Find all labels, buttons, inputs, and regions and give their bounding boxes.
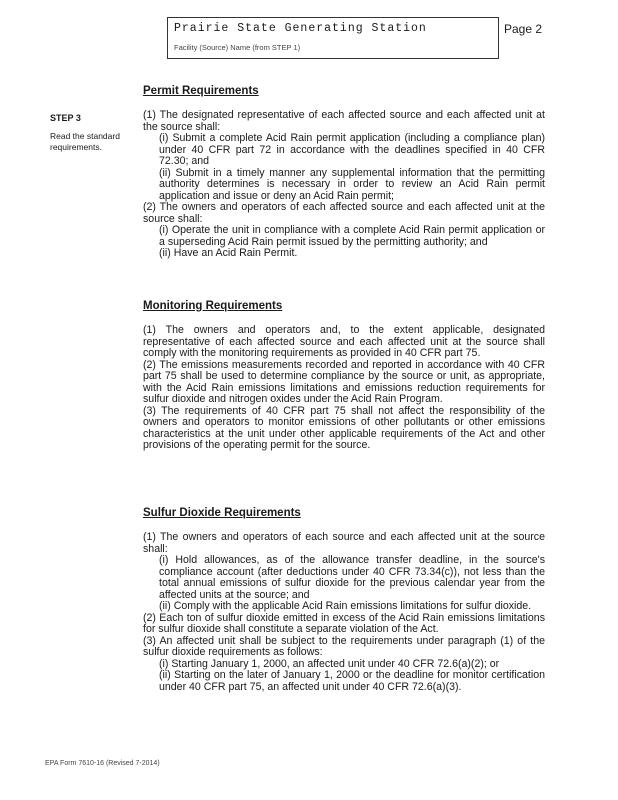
sulfur-dioxide-requirements-body [143,532,545,693]
paragraph: (ii) Comply with the applicable Acid Rain emissions limitations for sulfur dioxide. [159,600,532,612]
paragraph: (i) Operate the unit in compliance with a complete Acid Rain permit application or a superseding Acid Rain permit issued by the permitting authority; and [159,224,545,248]
paragraph: (2) Each ton of sulfur dioxide emitted in excess of the Acid Rain emissions limitations for sulfur dioxide shall constitute a separate violation of the Act. [143,611,545,635]
paragraph: (i) Submit a complete Acid Rain permit application (including a compliance plan) under 40 CFR part 72 in accordance with the deadlines specified in 40 CFR 72.30; and [159,132,545,167]
step-label: STEP 3 [50,113,81,123]
paragraph: (ii) Starting on the later of January 1, 2000 or the deadline for monitor certification under 40 CFR part 75, an affected unit under 40 CFR 72.6(a)(3). [159,669,545,693]
permit-requirements-title: Permit Requirements [143,85,259,97]
facility-name: Prairie State Generating Station [174,22,427,35]
form-footer: EPA Form 7610-16 (Revised 7-2014) [45,760,160,767]
page-number: Page 2 [504,22,543,36]
paragraph: (1) The owners and operators and, to the extent applicable, designated representative of each affected source and each affected unit at the source shall comply with the monitoring requirements as provided in 40 CFR part 75. [143,324,545,359]
paragraph: (i) Hold allowances, as of the allowance transfer deadline, in the source's compliance account (after deductions under 40 CFR 73.34(c)), not less than the total annual emissions of sulfur dioxide for the previous calendar year from the affected units at the source; and [159,554,545,601]
facility-caption: Facility (Source) Name (from STEP 1) [174,43,301,52]
paragraph: (2) The owners and operators of each affected source and each affected unit at the source shall: [143,201,545,225]
paragraph: (2) The emissions measurements recorded and reported in accordance with 40 CFR part 75 shall be used to determine compliance by the source or unit, as appropriate, with the Acid Rain emissions limitations and emissions reduction requirements for sulfur dioxide and nitrogen oxides under the Acid Rain Program. [143,358,545,405]
step-note: Read the standard requirements. [50,131,120,152]
paragraph: (ii) Have an Acid Rain Permit. [159,247,298,259]
paragraph: (3) The requirements of 40 CFR part 75 shall not affect the responsibility of the owners and operators to monitor emissions of other pollutants or other emissions characteristics at the unit under other applicable requirements of the Act and other provisions of the operating permit for the source. [143,404,545,451]
paragraph: (i) Starting January 1, 2000, an affected unit under 40 CFR 72.6(a)(2); or [159,657,500,670]
paragraph: (ii) Submit in a timely manner any supplemental information that the permitting authority determines is necessary in order to review an Acid Rain permit application and issue or deny an Acid Rain permit; [159,166,545,202]
monitoring-requirements-title: Monitoring Requirements [143,300,283,312]
permit-requirements-body [143,110,545,260]
facility-header-box [167,17,499,59]
paragraph: (1) The owners and operators of each source and each affected unit at the source shall: [143,531,545,555]
monitoring-requirements-body [143,325,545,452]
paragraph: (3) An affected unit shall be subject to the requirements under paragraph (1) of the sulfur dioxide requirements as follows: [143,634,545,658]
paragraph: (1) The designated representative of each affected source and each affected unit at the source shall: [143,109,545,133]
sulfur-dioxide-requirements-title: Sulfur Dioxide Requirements [143,507,301,519]
